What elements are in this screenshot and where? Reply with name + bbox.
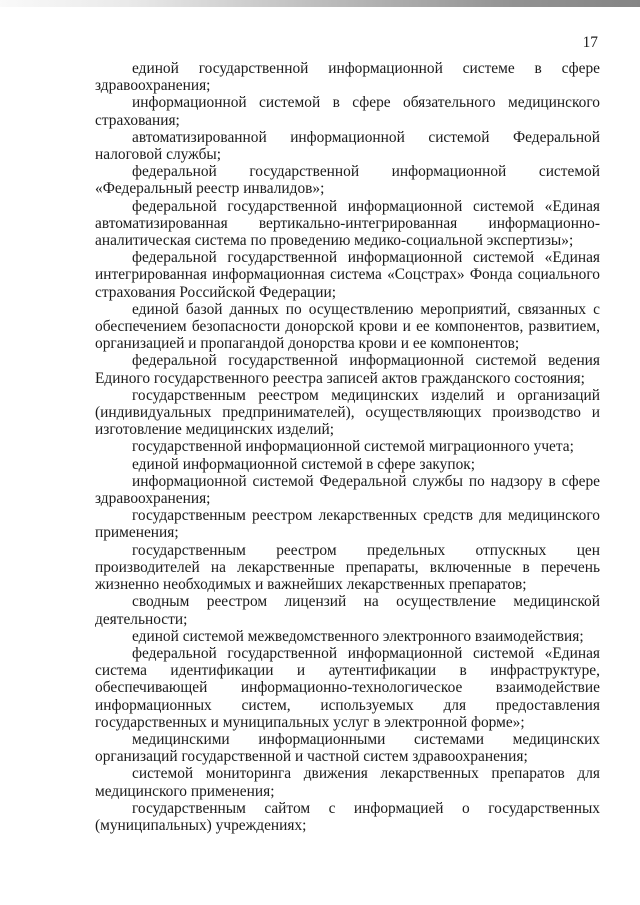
paragraph: государственной информационной системой миграционного учета; — [132, 438, 574, 456]
paragraph: государственным реестром предельных отпускных цен производителей на лекарственные препараты, включенные в перечень жизненно необходимых и важнейших лекарственных препаратов; — [95, 541, 600, 594]
paragraph: единой государственной информационной системе в сфере здравоохранения; — [95, 60, 600, 95]
paragraph: автоматизированной информационной системой Федеральной налоговой службы; — [95, 128, 600, 164]
paragraph: сводным реестром лицензий на осуществление медицинской деятельности; — [95, 593, 600, 628]
paragraph: государственным сайтом с информацией о государственных (муниципальных) учреждениях; — [95, 799, 600, 834]
document-body — [95, 60, 600, 834]
paragraph: единой системой межведомственного электронного взаимодействия; — [132, 627, 584, 645]
paragraph: государственным реестром медицинских изделий и организаций (индивидуальных предпринимателей), осуществляющих производство и изготовление медицинских изделий; — [95, 386, 600, 439]
paragraph: медицинскими информационными системами медицинских организаций государственной и частной систем здравоохранения; — [95, 730, 600, 766]
paragraph: информационной системой в сфере обязательного медицинского страхования; — [95, 94, 600, 129]
paragraph: единой информационной системой в сфере закупок; — [132, 455, 476, 473]
paragraph: федеральной государственной информационной системой ведения Единого государственного реестра записей актов гражданского состояния; — [95, 352, 600, 387]
paragraph: единой базой данных по осуществлению мероприятий, связанных с обеспечением безопасности донорской крови и ее компонентов, развитием, организацией и пропагандой донорства крови и ее компонентов; — [95, 300, 600, 353]
paragraph: информационной системой Федеральной службы по надзору в сфере здравоохранения; — [95, 472, 600, 508]
paragraph: федеральной государственной информационной системой «Единая интегрированная информационная система «Соцстрах» Фонда социального страхования Российской Федерации; — [95, 249, 600, 301]
paragraph: федеральной государственной информационной системой «Единая автоматизированная вертикально-интегрированная информационно-аналитическая система по проведению медико-социальной экспертизы»; — [95, 197, 600, 250]
paragraph: федеральной государственной информационной системой «Единая система идентификации и аутентификации в инфраструктуре, обеспечивающей информационно-технологическое взаимодействие информационных систем, используемых для предоставления государственных и муниципальных услуг в электронной форме»; — [95, 644, 600, 731]
paragraph: государственным реестром лекарственных средств для медицинского применения; — [95, 507, 600, 542]
scan-edge-shading — [0, 0, 640, 7]
paragraph: федеральной государственной информационной системой «Федеральный реестр инвалидов»; — [95, 163, 600, 198]
paragraph: системой мониторинга движения лекарственных препаратов для медицинского применения; — [95, 765, 600, 800]
page-number: 17 — [582, 34, 598, 51]
